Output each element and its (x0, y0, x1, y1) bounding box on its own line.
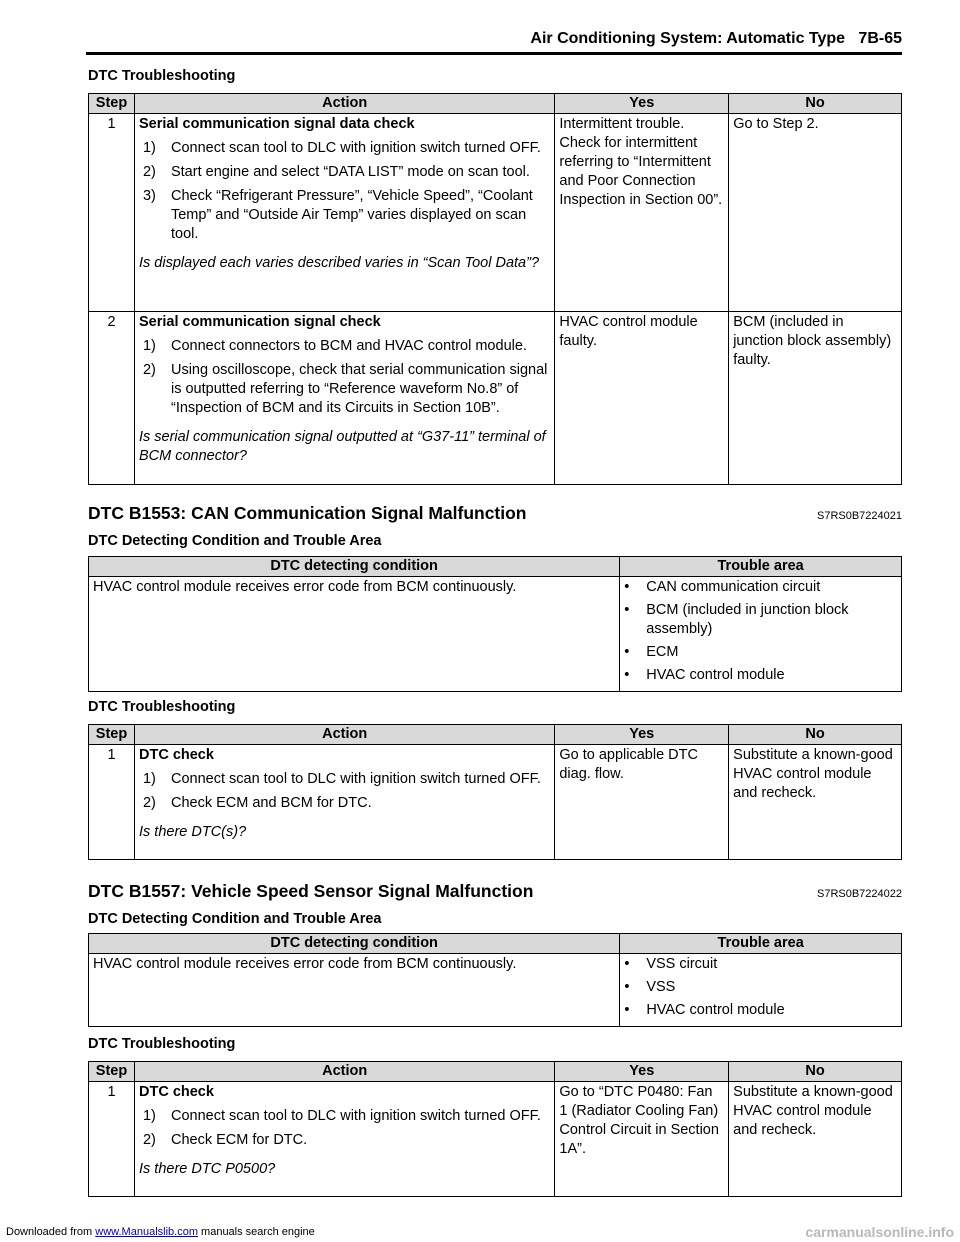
header-rule (86, 52, 902, 55)
action-title: DTC check (138, 747, 214, 763)
action-cell (134, 745, 554, 860)
table-row (89, 954, 902, 1027)
col-area: Trouble area (620, 557, 902, 577)
list-item: 1) Connect scan tool to DLC with ignition switch turned OFF. (142, 1108, 541, 1124)
troubleshooting-label: DTC Troubleshooting (88, 699, 236, 715)
section-title: DTC B1557: Vehicle Speed Sensor Signal Malfunction (88, 881, 534, 901)
condition-table-2 (88, 933, 902, 1027)
yes-cell: Go to applicable DTC diag. flow. (555, 745, 729, 860)
page-number: 7B-65 (858, 30, 902, 47)
troubleshooting-table-1 (88, 93, 902, 485)
list-item: • BCM (included in junction block assembly) (624, 602, 849, 637)
no-cell: Substitute a known-good HVAC control module and recheck. (729, 1082, 902, 1197)
col-yes: Yes (555, 1062, 729, 1082)
col-no: No (729, 94, 902, 114)
table-row (89, 312, 902, 485)
watermark: carmanualsonline.info (805, 1224, 954, 1240)
col-no: No (729, 725, 902, 745)
col-no: No (729, 1062, 902, 1082)
table-header-row (89, 557, 902, 577)
col-step: Step (89, 725, 135, 745)
table-row (89, 745, 902, 860)
col-condition: DTC detecting condition (89, 557, 620, 577)
col-action: Action (134, 1062, 554, 1082)
col-condition: DTC detecting condition (89, 934, 620, 954)
action-cell (134, 1082, 554, 1197)
list-item: 2) Using oscilloscope, check that serial communication signal is outputted referring to “Reference waveform No.8” of “Inspection of BCM and its Circuits in Section 10B”. (142, 362, 548, 416)
action-cell (134, 114, 554, 312)
area-cell (620, 954, 902, 1027)
action-title: Serial communication signal check (138, 314, 381, 330)
action-title: DTC check (138, 1084, 214, 1100)
table-row (89, 1082, 902, 1197)
list-item: 2) Check ECM and BCM for DTC. (142, 795, 372, 811)
col-action: Action (134, 94, 554, 114)
list-item: 2) Start engine and select “DATA LIST” mode on scan tool. (142, 164, 530, 180)
col-action: Action (134, 725, 554, 745)
table-header-row (89, 94, 902, 114)
action-cell (134, 312, 554, 485)
list-item: • HVAC control module (624, 1002, 785, 1018)
condition-label: DTC Detecting Condition and Trouble Area (88, 911, 382, 927)
condition-label: DTC Detecting Condition and Trouble Area (88, 533, 382, 549)
section-code: S7RS0B7224022 (816, 888, 902, 900)
question: Is displayed each varies described varies in “Scan Tool Data”? (138, 255, 540, 271)
step-number: 1 (89, 745, 135, 860)
condition-cell: HVAC control module receives error code from BCM continuously. (89, 954, 620, 1027)
condition-table-1 (88, 556, 902, 692)
col-area: Trouble area (620, 934, 902, 954)
list-item: 1) Connect scan tool to DLC with ignition switch turned OFF. (142, 771, 541, 787)
yes-cell: Go to “DTC P0480: Fan 1 (Radiator Cooling Fan) Control Circuit in Section 1A”. (555, 1082, 729, 1197)
no-cell: Substitute a known-good HVAC control module and recheck. (729, 745, 902, 860)
list-item: • ECM (624, 644, 679, 660)
area-cell (620, 577, 902, 692)
condition-cell: HVAC control module receives error code from BCM continuously. (89, 577, 620, 692)
table-header-row (89, 934, 902, 954)
no-cell: BCM (included in junction block assembly) faulty. (729, 312, 902, 485)
step-number: 1 (89, 1082, 135, 1197)
question: Is serial communication signal outputted at “G37-11” terminal of BCM connector? (138, 429, 546, 464)
list-item: • VSS circuit (624, 956, 718, 972)
question: Is there DTC P0500? (138, 1161, 276, 1177)
no-cell: Go to Step 2. (729, 114, 902, 312)
table-header-row (89, 725, 902, 745)
yes-cell: Intermittent trouble. Check for intermittent referring to “Intermittent and Poor Connection Inspection in Section 00”. (555, 114, 729, 312)
col-step: Step (89, 1062, 135, 1082)
col-step: Step (89, 94, 135, 114)
list-item: • VSS (624, 979, 676, 995)
table-row (89, 577, 902, 692)
footer (0, 1226, 960, 1242)
troubleshooting-table-3 (88, 1061, 902, 1197)
table-row (89, 114, 902, 312)
step-number: 2 (89, 312, 135, 485)
table-header-row (89, 1062, 902, 1082)
step-number: 1 (89, 114, 135, 312)
manualslib-link[interactable]: www.Manualslib.com (95, 1226, 198, 1238)
page-header (86, 30, 902, 52)
col-yes: Yes (555, 94, 729, 114)
list-item: 1) Connect connectors to BCM and HVAC control module. (142, 338, 527, 354)
col-yes: Yes (555, 725, 729, 745)
troubleshooting-label: DTC Troubleshooting (88, 1036, 236, 1052)
section-title: DTC B1553: CAN Communication Signal Malfunction (88, 503, 527, 523)
troubleshooting-label: DTC Troubleshooting (88, 68, 236, 84)
question: Is there DTC(s)? (138, 824, 247, 840)
list-item: • CAN communication circuit (624, 579, 821, 595)
list-item: 1) Connect scan tool to DLC with ignition switch turned OFF. (142, 140, 541, 156)
section-code: S7RS0B7224021 (816, 510, 902, 522)
list-item: • HVAC control module (624, 667, 785, 683)
yes-cell: HVAC control module faulty. (555, 312, 729, 485)
page-header-title: Air Conditioning System: Automatic Type (530, 30, 846, 47)
troubleshooting-table-2 (88, 724, 902, 860)
download-note: Downloaded from www.Manualslib.com manuals search engine (6, 1226, 315, 1238)
list-item: 3) Check “Refrigerant Pressure”, “Vehicle Speed”, “Coolant Temp” and “Outside Air Temp” varies displayed on scan tool. (142, 188, 533, 242)
action-title: Serial communication signal data check (138, 116, 415, 132)
list-item: 2) Check ECM for DTC. (142, 1132, 308, 1148)
